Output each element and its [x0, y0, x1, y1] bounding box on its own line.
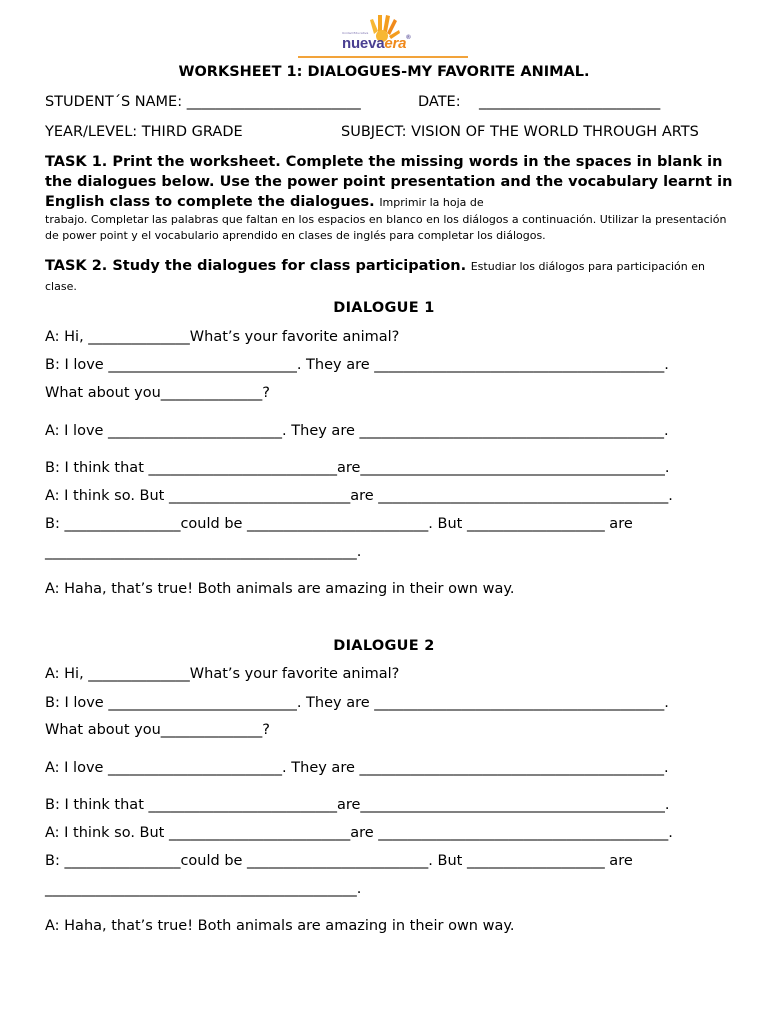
dialogue-1-line: What about you______________? — [45, 385, 270, 401]
dialogue-2-line: B: ________________could be _________________________. But ___________________ are — [45, 853, 633, 869]
dialogue-1-title: DIALOGUE 1 — [333, 300, 435, 316]
dialogue-1-line: A: Hi, ______________What’s your favorite animal? — [45, 329, 400, 345]
dialogue-1-line: B: ________________could be _________________________. But ___________________ are — [45, 516, 633, 532]
dialogue-1-line: A: I love ________________________. They are __________________________________________. — [45, 423, 669, 439]
task-1-spanish-start: Imprimir la hoja de — [379, 196, 484, 209]
dialogue-2-line: A: I love ________________________. They are __________________________________________. — [45, 760, 669, 776]
task-1 — [45, 152, 735, 244]
task-2-instructions: TASK 2. Study the dialogues for class participation. — [45, 258, 467, 274]
logo-wordmark — [342, 35, 411, 52]
dialogue-1-line: A: Haha, that’s true! Both animals are amazing in their own way. — [45, 581, 515, 597]
logo-reg-mark: ® — [406, 35, 411, 41]
task-2 — [45, 256, 735, 296]
date-field: _________________________ — [479, 94, 661, 110]
task-1-instructions: TASK 1. Print the worksheet. Complete the missing words in the spaces in blank in the dialogues below. Use the power point presentation and the vocabulary learnt in English class to complete the dialogues. — [45, 154, 733, 210]
dialogue-2-line: ___________________________________________. — [45, 881, 362, 897]
dialogue-2-line: A: Hi, ______________What’s your favorite animal? — [45, 666, 400, 682]
student-name-field: STUDENT´S NAME: ________________________ — [45, 94, 361, 110]
task-1-spanish: trabajo. Completar las palabras que faltan en los espacios en blanco en los diálogos a continuación. Utilizar la presentación de power point y el vocabulario aprendido en clases de inglés para completar los diálogos. — [45, 213, 727, 242]
dialogue-2-title: DIALOGUE 2 — [333, 638, 435, 654]
dialogue-2-line: B: I think that __________________________are__________________________________________. — [45, 797, 670, 813]
date-label: DATE: — [418, 94, 461, 110]
dialogue-2-line: B: I love __________________________. They are ________________________________________. — [45, 695, 669, 711]
subject: SUBJECT: VISION OF THE WORLD THROUGH ARTS — [341, 124, 699, 140]
school-logo — [298, 10, 468, 58]
worksheet-title: WORKSHEET 1: DIALOGUES-MY FAVORITE ANIMAL. — [178, 64, 590, 80]
dialogue-2-line: A: I think so. But _________________________are ________________________________________. — [45, 825, 673, 841]
logo-tagline: Unidad Educativa — [342, 31, 369, 35]
year-level: YEAR/LEVEL: THIRD GRADE — [45, 124, 243, 140]
dialogue-1-line: B: I think that __________________________are__________________________________________. — [45, 460, 670, 476]
dialogue-2-line: What about you______________? — [45, 722, 270, 738]
logo-word-accent: era — [384, 35, 407, 52]
task-2-spanish: Estudiar los diálogos para participación en clase. — [45, 260, 705, 293]
dialogue-1-line: A: I think so. But _________________________are ________________________________________. — [45, 488, 673, 504]
dialogue-2-line: A: Haha, that’s true! Both animals are amazing in their own way. — [45, 918, 515, 934]
logo-word-main: nueva — [342, 35, 385, 52]
dialogue-1-line: ___________________________________________. — [45, 544, 362, 560]
dialogue-1-line: B: I love __________________________. They are ________________________________________. — [45, 357, 669, 373]
